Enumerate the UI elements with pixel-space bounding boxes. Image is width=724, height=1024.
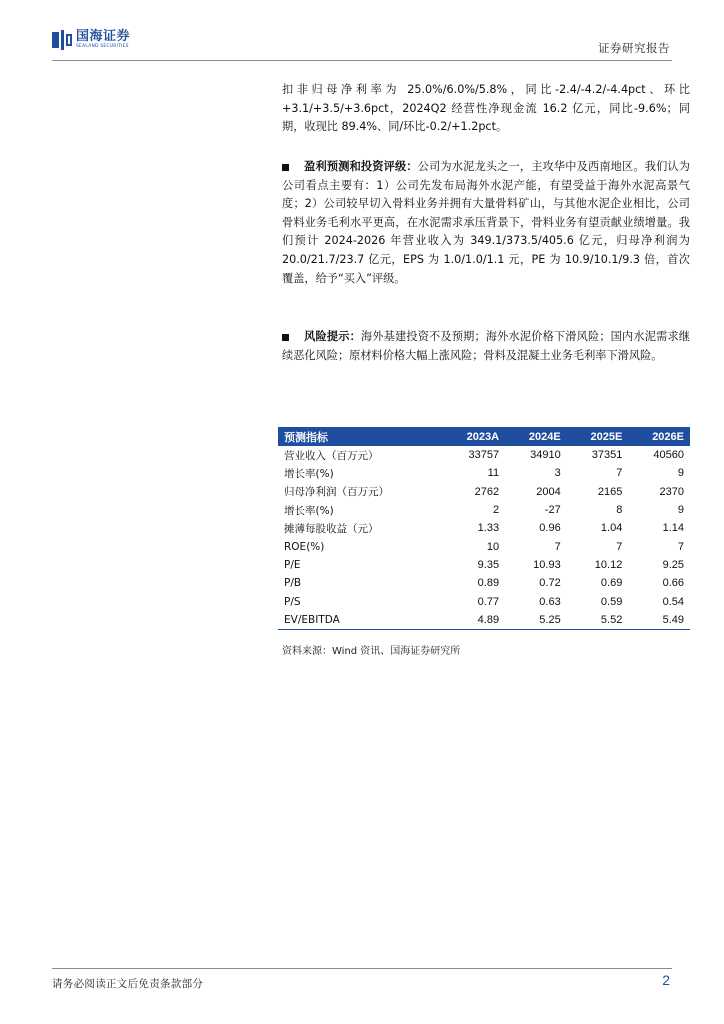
table-cell: 37351 <box>591 449 623 462</box>
table-cell: 5.25 <box>505 611 567 630</box>
row-label: 摊薄每股收益（元） <box>284 522 379 535</box>
table-cell: 2165 <box>597 485 623 498</box>
table-cell: 5.49 <box>628 611 690 630</box>
table-row <box>278 464 690 482</box>
table-cell: 0.96 <box>539 522 561 535</box>
table-row <box>278 446 690 464</box>
row-label: 增长率(%) <box>284 504 334 517</box>
table-cell: 1.33 <box>477 522 500 535</box>
table-cell: 0.54 <box>662 595 684 608</box>
table-cell: 33757 <box>468 449 500 462</box>
table-cell: 0.72 <box>539 577 561 590</box>
table-cell: 2 <box>492 504 500 517</box>
paragraph-risk <box>282 328 690 365</box>
table-row <box>278 574 690 592</box>
header-divider <box>52 60 672 61</box>
table-cell: 7 <box>616 540 623 553</box>
column-header: 预测指标 <box>278 427 443 446</box>
paragraph-cashflow <box>282 81 690 137</box>
table-cell: 40560 <box>653 449 684 462</box>
row-label: EV/EBITDA <box>278 611 443 630</box>
row-label: P/S <box>284 595 301 608</box>
column-header: 2023A <box>443 427 505 446</box>
table-cell: 1.14 <box>662 522 684 535</box>
paragraph-forecast-rating <box>282 158 690 288</box>
table-row <box>278 501 690 519</box>
table-row <box>278 519 690 537</box>
table-cell: 10.93 <box>533 558 561 571</box>
table-cell: 5.52 <box>567 611 629 630</box>
table-cell: 1.04 <box>600 522 623 535</box>
document-type-label: 证券研究报告 <box>598 41 670 55</box>
row-label: ROE(%) <box>284 540 325 553</box>
table-cell: 7 <box>554 540 561 553</box>
page-header <box>0 0 724 62</box>
column-header: 2025E <box>567 427 629 446</box>
table-cell: 0.89 <box>477 577 500 590</box>
table-cell: 2004 <box>536 485 561 498</box>
table-row <box>278 592 690 610</box>
paragraph-cashflow-text: 扣非归母净利率为 25.0%/6.0%/5.8%，同比-2.4/-4.2/-4.4pct、环比+3.1/+3.5/+3.6pct，2024Q2 经营性净现金流 16.2 亿元，同比-9.6%；同期，收现比 89.4%、同/环比-0.2/+1.2pct。 <box>282 83 690 134</box>
table-cell: 2370 <box>659 485 684 498</box>
table-cell: 34910 <box>530 449 561 462</box>
table-source-note: 资料来源：Wind 资讯、国海证券研究所 <box>282 646 461 657</box>
table-row <box>278 483 690 501</box>
table-cell: 9 <box>677 467 684 480</box>
logo-name-en: SEALAND SECURITIES <box>76 44 129 49</box>
forecast-rating-text: 公司为水泥龙头之一，主攻华中及西南地区。我们认为公司看点主要有：1）公司先发布局海外水泥产能，有望受益于海外水泥高景气度；2）公司较早切入骨料业务并拥有大量骨料矿山，与其他水泥企业相比，公司骨料业务毛利水平更高，在水泥需求承压背景下，骨料业务有望贡献业绩增量。我们预计 2024-2026 年营业收入为 349.1/373.5/405.6 亿元，归母净利润为 20.0/21.7/23.7 亿元，EPS 为 1.0/1.0/1.1 元，PE 为 10.9/10.1/9.3 倍，首次覆盖，给予“买入”评级。 <box>282 160 690 285</box>
row-label: P/B <box>284 577 302 590</box>
table-cell: 8 <box>616 504 623 517</box>
company-logo <box>52 30 130 50</box>
risk-text: 海外基建投资不及预期；海外水泥价格下滑风险；国内水泥需求继续恶化风险；原材料价格大幅上涨风险；骨料及混凝土业务毛利率下滑风险。 <box>282 330 690 362</box>
logo-name-cn: 国海证券 <box>76 29 131 44</box>
table-cell: 0.63 <box>539 595 561 608</box>
footer-divider <box>52 968 672 969</box>
table-row <box>278 556 690 574</box>
table-cell: 11 <box>487 467 500 480</box>
table-cell: 4.89 <box>443 611 505 630</box>
forecast-table <box>278 427 690 630</box>
table-cell: 0.59 <box>600 595 623 608</box>
table-row <box>278 611 690 630</box>
table-row <box>278 537 690 555</box>
table-cell: 9 <box>677 504 684 517</box>
table-cell: 0.69 <box>600 577 623 590</box>
table-cell: 0.77 <box>477 595 500 608</box>
row-label: 营业收入（百万元） <box>284 449 379 462</box>
footer-disclaimer: 请务必阅读正文后免责条款部分 <box>52 978 204 990</box>
logo-mark-icon <box>52 30 72 50</box>
row-label: 归母净利润（百万元） <box>284 486 389 499</box>
forecast-rating-heading: 盈利预测和投资评级： <box>304 160 418 173</box>
table-cell: 2762 <box>474 485 500 498</box>
table-cell: 10.12 <box>594 558 623 571</box>
table-cell: 7 <box>616 467 623 480</box>
table-cell: 0.66 <box>662 577 684 590</box>
column-header: 2024E <box>505 427 567 446</box>
table-header-row <box>278 427 690 446</box>
table-cell: 9.25 <box>662 558 684 571</box>
table-cell: 3 <box>554 467 561 480</box>
page-number: 2 <box>662 972 670 988</box>
table-cell: 10 <box>486 540 500 553</box>
table-cell: 9.35 <box>477 558 500 571</box>
risk-heading: 风险提示： <box>304 330 361 343</box>
row-label: 增长率(%) <box>284 467 334 480</box>
table-cell: -27 <box>544 504 561 517</box>
table-cell: 7 <box>677 540 684 553</box>
row-label: P/E <box>284 558 301 571</box>
column-header: 2026E <box>628 427 690 446</box>
